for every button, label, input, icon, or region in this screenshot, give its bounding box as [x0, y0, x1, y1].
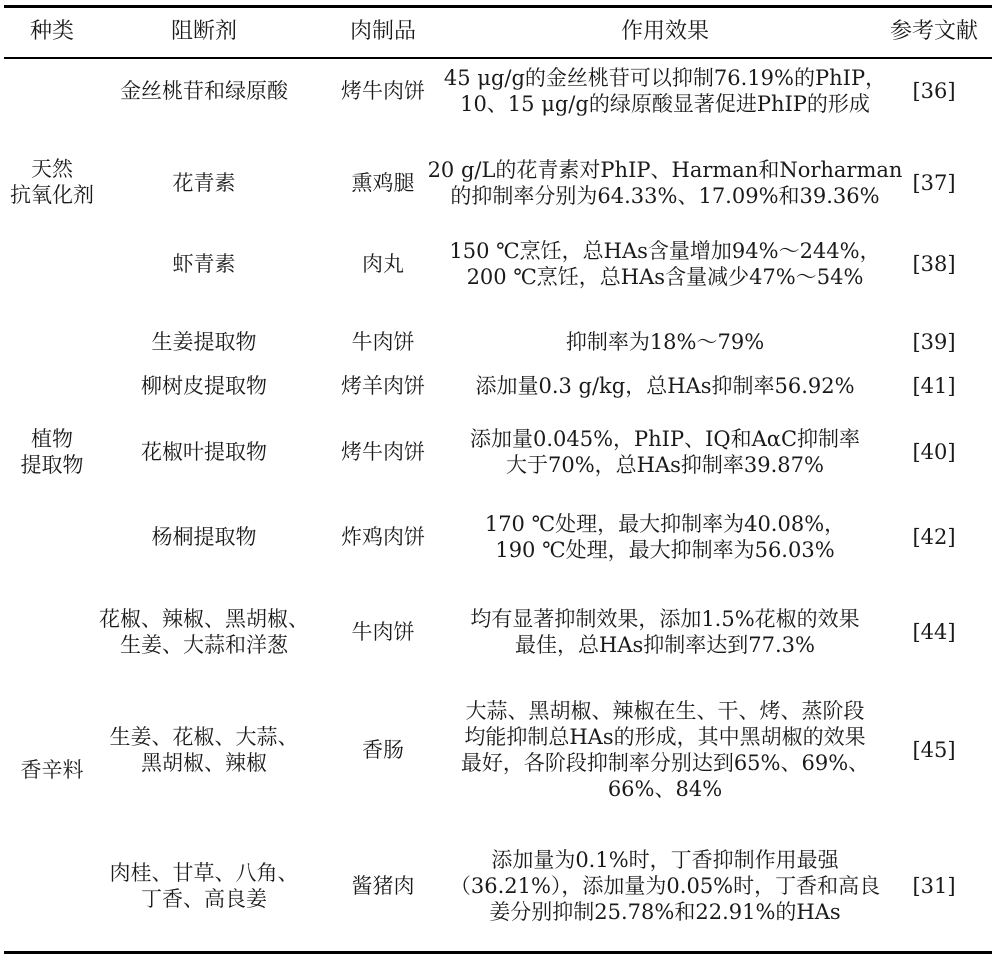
inhibitor-cell: [120, 78, 288, 104]
header-category: 种类: [29, 19, 75, 44]
effect-cell-line: 20 g/L的花青素对PhIP、Harman和Norharman: [427, 158, 903, 182]
meat-cell-line: 烤羊肉饼: [341, 374, 425, 398]
effect-cell: [470, 606, 859, 658]
header-rule: [4, 57, 992, 59]
ref-cell-line: [44]: [912, 620, 956, 644]
category-cell-line: 抗氧化剂: [10, 183, 94, 207]
meat-cell-line: 熏鸡腿: [351, 171, 415, 195]
inhibitor-cell-line: 杨桐提取物: [151, 525, 257, 549]
effect-cell-line: 添加量为0.1%时，丁香抑制作用最强: [491, 848, 839, 872]
effect-cell: [485, 511, 845, 563]
effect-cell-line: 均有显著抑制效果，添加1.5%花椒的效果: [470, 607, 860, 631]
header-inhibitor: 阻断剂: [170, 19, 238, 44]
meat-cell-line: 牛肉饼: [351, 330, 415, 354]
ref-cell-line: [38]: [912, 252, 956, 276]
effect-cell-line: 10、15 μg/g的绿原酸显著促进PhIP的形成: [460, 92, 870, 116]
header-ref: 参考文献: [889, 19, 979, 44]
meat-cell: [341, 439, 425, 465]
inhibitor-cell: [99, 606, 309, 658]
effect-cell: [475, 373, 854, 399]
ref-cell-line: [40]: [912, 440, 956, 464]
inhibitor-cell-line: 虾青素: [172, 252, 236, 276]
category-cell: [21, 426, 84, 478]
effect-cell-line: 抑制率为18%～79%: [565, 330, 765, 354]
inhibitor-cell: [110, 724, 299, 776]
inhibitor-cell: [173, 251, 236, 277]
top-rule: [4, 5, 992, 8]
bottom-rule: [4, 951, 992, 954]
inhibitor-cell: [141, 439, 267, 465]
inhibitor-cell: [141, 373, 267, 399]
category-cell: [21, 757, 84, 783]
ref-cell-line: [41]: [912, 374, 956, 398]
meat-cell: [352, 329, 415, 355]
category-cell-line: 天然: [31, 157, 73, 181]
inhibitor-cell-line: 花青素: [172, 171, 236, 195]
effect-cell-line: 66%、84%: [607, 777, 723, 801]
meat-cell: [341, 373, 425, 399]
effect-cell: [470, 426, 860, 478]
effect-cell-line: 170 ℃处理，最大抑制率为40.08%，: [484, 512, 846, 536]
inhibitor-cell-line: 肉桂、甘草、八角、: [109, 861, 299, 885]
ref-cell: [912, 737, 955, 763]
ref-cell-line: [45]: [912, 738, 956, 762]
inhibitor-cell-line: 花椒、辣椒、黑胡椒、: [99, 607, 309, 631]
meat-cell: [362, 737, 404, 763]
effect-cell-line: 大于70%，总HAs抑制率39.87%: [505, 453, 824, 477]
inhibitor-cell: [152, 524, 257, 550]
meat-cell-line: 肉丸: [362, 252, 404, 276]
inhibitor-cell: [173, 170, 236, 196]
effect-cell-line: 150 ℃烹饪，总HAs含量增加94%～244%，: [449, 239, 881, 263]
ref-cell: [912, 524, 955, 550]
ref-cell: [912, 373, 955, 399]
meat-cell-line: 酱猪肉: [351, 874, 415, 898]
ref-cell: [912, 251, 955, 277]
effect-cell-line: 45 μg/g的金丝桃苷可以抑制76.19%的PhIP，: [443, 66, 887, 90]
inhibitor-cell-line: 生姜提取物: [151, 330, 257, 354]
ref-cell-line: [39]: [912, 330, 956, 354]
category-cell-line: 植物: [31, 427, 73, 451]
inhibitor-cell-line: 生姜、花椒、大蒜、: [109, 725, 299, 749]
ref-cell-line: [36]: [912, 79, 956, 103]
ref-cell-line: [42]: [912, 525, 956, 549]
effect-cell: [444, 65, 886, 117]
ref-cell: [912, 329, 955, 355]
inhibitor-cell: [110, 860, 299, 912]
effect-cell-line: 姜分别抑制25.78%和22.91%的HAs: [489, 900, 841, 924]
header-effect: 作用效果: [620, 19, 710, 44]
effect-cell-line: 添加量0.3 g/kg，总HAs抑制率56.92%: [475, 374, 855, 398]
meat-cell-line: 炸鸡肉饼: [341, 525, 425, 549]
effect-cell-line: 190 ℃处理，最大抑制率为56.03%: [495, 538, 835, 562]
ref-cell: [912, 873, 955, 899]
category-cell-line: 香辛料: [20, 758, 84, 782]
inhibitor-cell-line: 柳树皮提取物: [141, 374, 267, 398]
ref-cell: [912, 619, 955, 645]
meat-cell: [352, 619, 415, 645]
inhibitor-cell-line: 金丝桃苷和绿原酸: [120, 79, 288, 103]
ref-cell: [912, 78, 955, 104]
ref-cell-line: [37]: [912, 171, 956, 195]
ref-cell: [912, 439, 955, 465]
inhibitor-cell-line: 丁香、高良姜: [141, 887, 267, 911]
ref-cell-line: [31]: [912, 874, 956, 898]
header-meat: 肉制品: [349, 19, 417, 44]
meat-cell: [341, 78, 425, 104]
effect-cell-line: 的抑制率分别为64.33%、17.09%和39.36%: [450, 184, 880, 208]
effect-cell: [450, 847, 880, 925]
inhibitor-cell-line: 花椒叶提取物: [141, 440, 267, 464]
meat-cell-line: 烤牛肉饼: [341, 440, 425, 464]
effect-cell: [461, 698, 869, 802]
effect-cell: [449, 238, 880, 290]
inhibitor-cell-line: 黑胡椒、辣椒: [141, 751, 267, 775]
meat-cell: [341, 524, 425, 550]
effect-cell-line: （36.21%），添加量为0.05%时，丁香和高良: [449, 874, 881, 898]
category-cell-line: 提取物: [20, 453, 84, 477]
meat-cell: [362, 251, 404, 277]
effect-cell-line: 均能抑制总HAs的形成，其中黑胡椒的效果: [464, 725, 866, 749]
effect-cell-line: 添加量0.045%，PhIP、IQ和AαC抑制率: [469, 427, 861, 451]
category-cell: [10, 156, 94, 208]
inhibitor-cell: [152, 329, 257, 355]
effect-cell: [428, 157, 903, 209]
inhibitor-cell-line: 生姜、大蒜和洋葱: [120, 633, 288, 657]
ref-cell: [912, 170, 955, 196]
effect-cell: [566, 329, 764, 355]
meat-cell-line: 香肠: [362, 738, 404, 762]
effect-cell-line: 最佳，总HAs抑制率达到77.3%: [515, 633, 815, 657]
effect-cell-line: 最好，各阶段抑制率分别达到65%、69%、: [460, 751, 870, 775]
meat-cell-line: 烤牛肉饼: [341, 79, 425, 103]
meat-cell: [352, 170, 415, 196]
meat-cell-line: 牛肉饼: [351, 620, 415, 644]
effect-cell-line: 200 ℃烹饪，总HAs含量减少47%～54%: [466, 265, 864, 289]
meat-cell: [352, 873, 415, 899]
effect-cell-line: 大蒜、黑胡椒、辣椒在生、干、烤、蒸阶段: [465, 699, 865, 723]
